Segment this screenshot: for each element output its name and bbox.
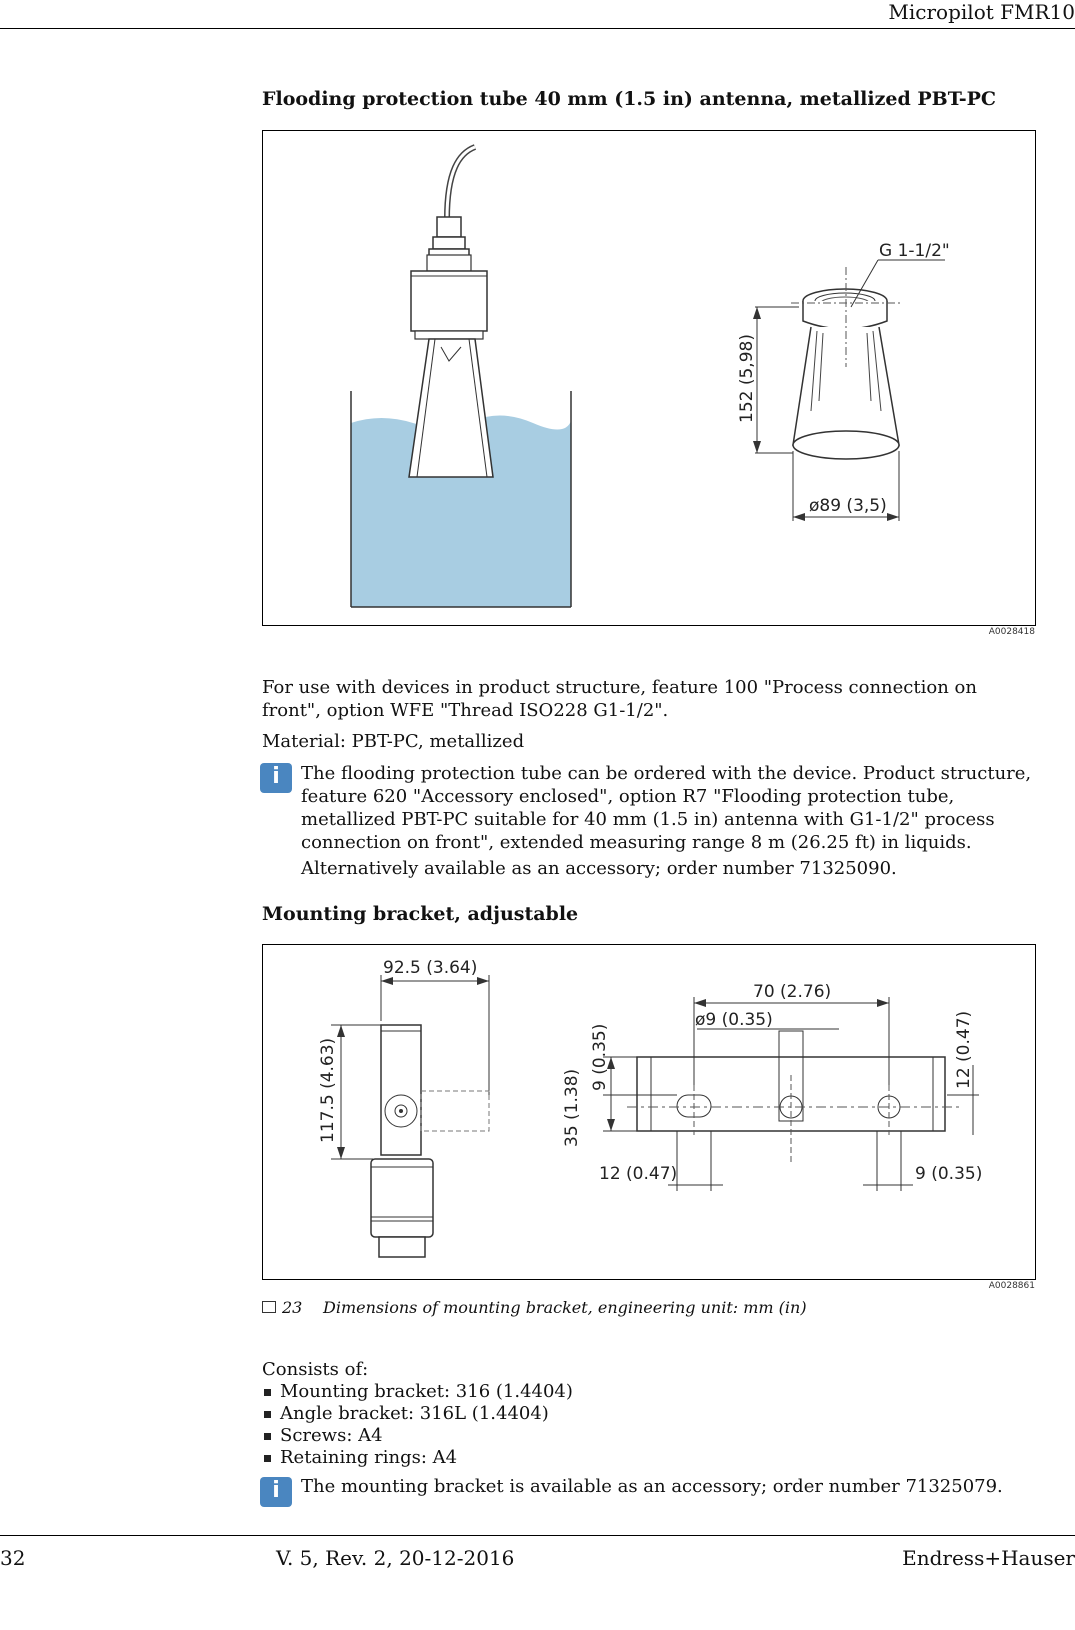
label-slot-height: 9 (0.35)	[590, 1023, 610, 1091]
label-bottom-left: 12 (0.47)	[599, 1164, 678, 1184]
figure-flooding-tube	[262, 130, 1036, 626]
figure-id-1: A0028418	[988, 627, 1035, 637]
figure-id-2: A0028861	[988, 1281, 1035, 1291]
label-diameter: ø89 (3,5)	[809, 496, 887, 516]
label-hole-spacing: 70 (2.76)	[753, 982, 832, 1002]
flooding-tube-drawing	[263, 131, 1037, 627]
caption-text: Dimensions of mounting bracket, engineering unit: mm (in)	[323, 1298, 807, 1317]
label-thread: G 1-1/2"	[879, 241, 950, 261]
note-accessory-order: Alternatively available as an accessory; order number 71325090.	[301, 858, 897, 879]
label-hole-diameter: ø9 (0.35)	[695, 1010, 773, 1030]
label-bracket-height: 117.5 (4.63)	[318, 1037, 338, 1143]
paragraph-material: Material: PBT-PC, metallized	[262, 731, 525, 752]
section-heading-mounting-bracket: Mounting bracket, adjustable	[262, 903, 579, 925]
footer-rule	[0, 1535, 1075, 1536]
list-item: Mounting bracket: 316 (1.4404)	[262, 1381, 862, 1403]
note-bracket-order: The mounting bracket is available as an accessory; order number 71325079.	[301, 1476, 1003, 1497]
section-heading-flooding-tube: Flooding protection tube 40 mm (1.5 in) antenna, metallized PBT-PC	[262, 88, 997, 110]
label-bracket-width: 92.5 (3.64)	[383, 958, 478, 978]
label-bracket-depth: 35 (1.38)	[562, 1068, 582, 1147]
label-edge-height: 12 (0.47)	[954, 1010, 974, 1089]
version-info: V. 5, Rev. 2, 20-12-2016	[276, 1546, 515, 1570]
figure-icon	[262, 1301, 276, 1313]
label-bottom-right: 9 (0.35)	[915, 1164, 983, 1184]
document-header-title: Micropilot FMR10	[888, 0, 1075, 24]
company-name: Endress+Hauser	[902, 1546, 1075, 1570]
list-item: Angle bracket: 316L (1.4404)	[262, 1403, 862, 1425]
caption-number: 23	[282, 1298, 303, 1317]
note-flooding-tube: The flooding protection tube can be ordered with the device. Product structure, feature 620 "Accessory enclosed", option R7 "Flooding protection tube, metallized PBT-PC suitable for 40 mm (1.5 in) antenna with G1-1/2" process connection on front", extended measuring range 8 m (26.25 ft) in liquids.	[301, 763, 1032, 853]
header-rule	[0, 28, 1075, 29]
list-item: Retaining rings: A4	[262, 1447, 862, 1469]
mounting-bracket-drawing	[263, 945, 1037, 1281]
paragraph-usage: For use with devices in product structure, feature 100 "Process connection on front", option WFE "Thread ISO228 G1-1/2".	[262, 677, 977, 721]
label-height: 152 (5,98)	[737, 334, 757, 423]
consists-of-label: Consists of:	[262, 1359, 369, 1380]
parts-list	[262, 1381, 862, 1469]
page-number: 32	[0, 1546, 26, 1570]
figure-mounting-bracket	[262, 944, 1036, 1280]
list-item: Screws: A4	[262, 1425, 862, 1447]
info-icon: i	[260, 1477, 292, 1507]
info-icon: i	[260, 763, 292, 793]
